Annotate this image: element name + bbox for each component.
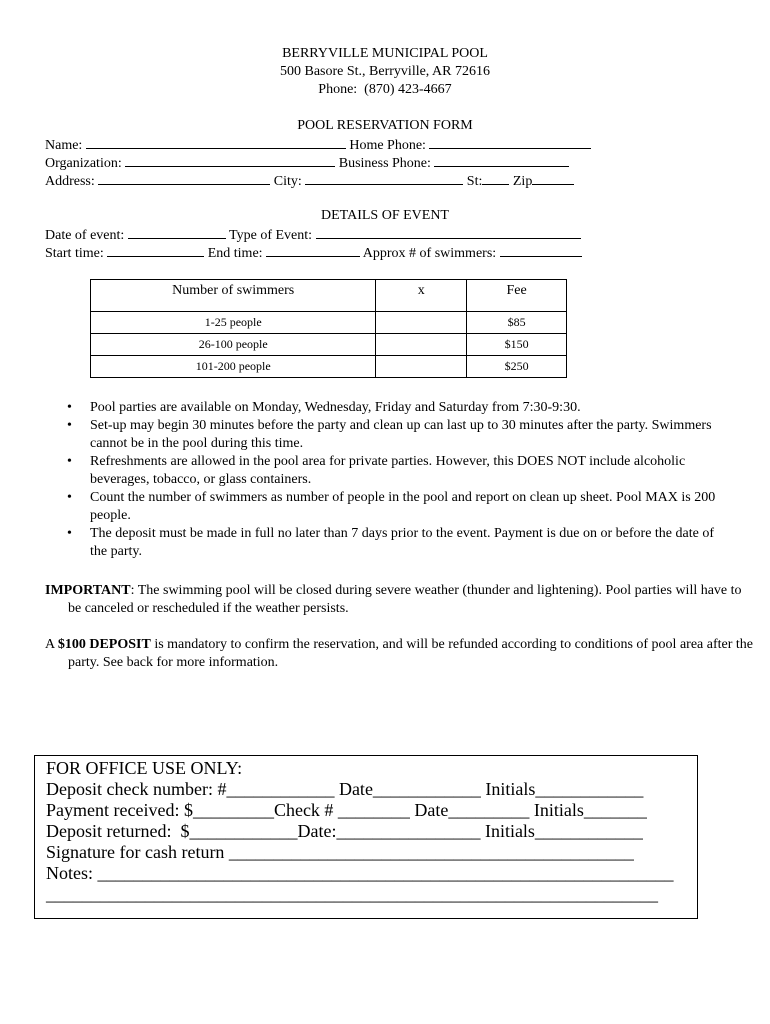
- pool-name: BERRYVILLE MUNICIPAL POOL: [282, 46, 488, 61]
- start-time-label: Start time:: [45, 246, 104, 261]
- event-time-row: [45, 244, 582, 262]
- end-time-label: End time:: [207, 246, 263, 261]
- x-cell[interactable]: [376, 312, 467, 334]
- zip-label: Zip: [512, 174, 533, 189]
- fee-amount: $150: [467, 334, 567, 356]
- pool-phone: Phone: (870) 423-4667: [318, 82, 452, 97]
- start-time-field[interactable]: [107, 244, 204, 257]
- name-field[interactable]: [86, 136, 346, 149]
- address-label: Address:: [45, 174, 95, 189]
- organization-label: Organization:: [45, 156, 122, 171]
- table-row: [91, 356, 567, 378]
- fee-amount: $85: [467, 312, 567, 334]
- fee-header: Fee: [467, 280, 567, 312]
- city-field[interactable]: [305, 172, 463, 185]
- deposit-returned-line[interactable]: Deposit returned: $____________Date:________________ Initials____________: [46, 821, 643, 841]
- event-date-field[interactable]: [128, 226, 226, 239]
- event-date-row: [45, 226, 581, 244]
- notes-continuation-line[interactable]: ____________________________________________________________________: [46, 884, 658, 904]
- pool-address: 500 Basore St., Berryville, AR 72616: [280, 64, 490, 79]
- deposit-prefix: A: [45, 637, 58, 652]
- table-row: [91, 312, 567, 334]
- rule-item: • Refreshments are allowed in the pool area for private parties. However, this DOES NOT include alcoholic beverages, tobacco, or glass containers.: [52, 453, 732, 489]
- state-label: St:: [466, 174, 483, 189]
- deposit-check-line[interactable]: Deposit check number: #____________ Date____________ Initials____________: [46, 779, 644, 799]
- x-cell[interactable]: [376, 356, 467, 378]
- important-text: : The swimming pool will be closed during severe weather (thunder and lightening). Pool parties will have to be canceled or rescheduled if the weather persists.: [68, 583, 742, 616]
- rule-item: • Pool parties are available on Monday, Wednesday, Friday and Saturday from 7:30-9:30.: [52, 399, 732, 417]
- rule-item: • Set-up may begin 30 minutes before the party and clean up can last up to 30 minutes after the party. Swimmers cannot be in the pool during this time.: [52, 417, 732, 453]
- x-cell[interactable]: [376, 334, 467, 356]
- address-field[interactable]: [98, 172, 270, 185]
- address-row: [45, 172, 574, 190]
- rules-list: [52, 399, 732, 561]
- swimmer-range: 26-100 people: [91, 334, 376, 356]
- office-use-title: FOR OFFICE USE ONLY:: [46, 758, 243, 778]
- fee-table: [90, 279, 567, 378]
- swimmer-range: 1-25 people: [91, 312, 376, 334]
- swimmers-field[interactable]: [500, 244, 582, 257]
- details-title: DETAILS OF EVENT: [321, 208, 449, 223]
- business-phone-label: Business Phone:: [338, 156, 431, 171]
- rule-item: • The deposit must be made in full no later than 7 days prior to the event. Payment is due on or before the date of the party.: [52, 525, 732, 561]
- deposit-notice: [45, 636, 758, 672]
- organization-field[interactable]: [125, 154, 335, 167]
- home-phone-label: Home Phone:: [349, 138, 426, 153]
- form-title: POOL RESERVATION FORM: [297, 118, 473, 133]
- swimmer-range: 101-200 people: [91, 356, 376, 378]
- notes-line[interactable]: Notes: ________________________________________________________________: [46, 863, 674, 883]
- name-row: [45, 136, 591, 154]
- rule-item: • Count the number of swimmers as number of people in the pool and report on clean up sheet. Pool MAX is 200 people.: [52, 489, 732, 525]
- fee-table-header: [91, 280, 567, 312]
- end-time-field[interactable]: [266, 244, 360, 257]
- fee-amount: $250: [467, 356, 567, 378]
- important-notice: [45, 582, 758, 618]
- swimmers-label: Approx # of swimmers:: [362, 246, 497, 261]
- deposit-amount: $100 DEPOSIT: [57, 637, 151, 652]
- event-type-label: Type of Event:: [229, 228, 313, 243]
- state-field[interactable]: [482, 172, 509, 185]
- table-row: [91, 334, 567, 356]
- zip-field[interactable]: [532, 172, 574, 185]
- business-phone-field[interactable]: [434, 154, 569, 167]
- important-label: IMPORTANT: [45, 583, 131, 598]
- organization-row: [45, 154, 569, 172]
- home-phone-field[interactable]: [429, 136, 591, 149]
- swimmers-header: Number of swimmers: [91, 280, 376, 312]
- office-use-box: [34, 755, 698, 919]
- deposit-text: is mandatory to confirm the reservation, and will be refunded according to conditions of pool area after the party. See back for more information.: [68, 637, 753, 670]
- signature-line[interactable]: Signature for cash return _____________________________________________: [46, 842, 634, 862]
- payment-received-line[interactable]: Payment received: $_________Check # ________ Date_________ Initials_______: [46, 800, 647, 820]
- event-date-label: Date of event:: [45, 228, 125, 243]
- event-type-field[interactable]: [316, 226, 581, 239]
- city-label: City:: [273, 174, 302, 189]
- x-header: x: [376, 280, 467, 312]
- name-label: Name:: [45, 138, 83, 153]
